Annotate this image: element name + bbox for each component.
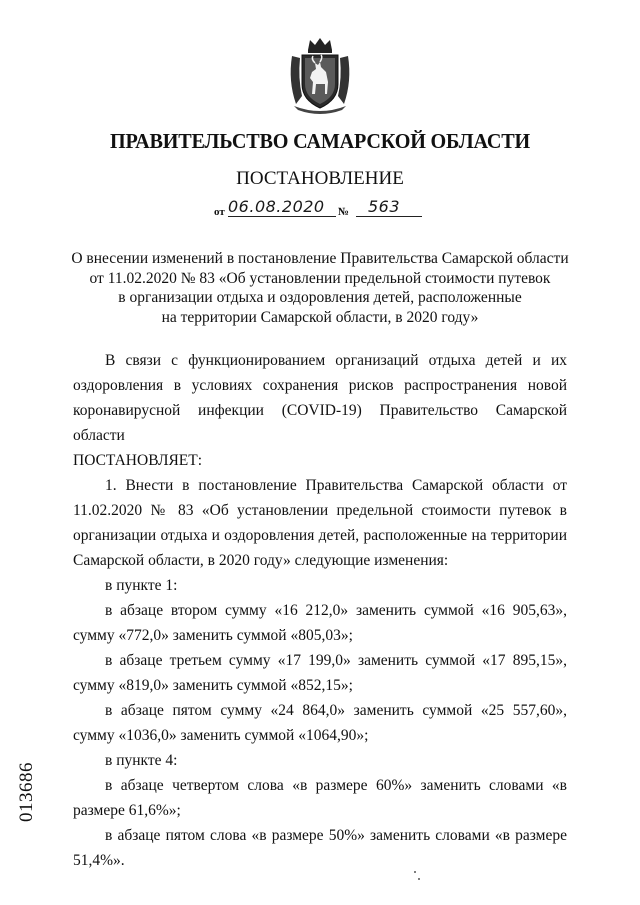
document-number: 563 (368, 197, 401, 216)
scan-speck (418, 878, 420, 880)
preamble-paragraph: В связи с функционированием организаций отдыха детей и их оздоровления в условиях сохранения рисков распространения новой коронавирусной инфекции (COVID-19) Правительство Самарской области (73, 352, 567, 444)
document-number-line (214, 196, 444, 222)
margin-serial-number: 013686 (16, 762, 37, 822)
decree-word: ПОСТАНОВЛЯЕТ: (73, 452, 203, 469)
item-1-paragraph: 1. Внести в постановление Правительства Самарской области от 11.02.2020 № 83 «Об установлении предельной стоимости путевок в организации отдыха и оздоровления детей, расположенные на территории Самарской области, в 2020 году» следующие изменения: (73, 477, 567, 569)
document-type: ПОСТАНОВЛЕНИЕ (236, 168, 404, 189)
subject-line: в организации отдыха и оздоровления детей, расположенные (118, 289, 522, 306)
amendment-paragraph: в абзаце втором сумму «16 212,0» заменить суммой «16 905,63», сумму «772,0» заменить суммой «805,03»; (73, 602, 567, 644)
point-4-heading: в пункте 4: (105, 752, 178, 769)
number-prefix: № (338, 206, 350, 218)
amendment-paragraph: в абзаце пятом сумму «24 864,0» заменить суммой «25 557,60», сумму «1036,0» заменить суммой «1064,90»; (73, 702, 567, 744)
subject-line: на территории Самарской области, в 2020 году» (161, 308, 479, 326)
document-subject (60, 249, 580, 327)
amendment-paragraph: в абзаце третьем сумму «17 199,0» заменить суммой «17 895,15», сумму «819,0» заменить суммой «852,15»; (73, 652, 567, 694)
point-1-heading: в пункте 1: (105, 577, 178, 594)
scan-speck (414, 871, 416, 873)
government-title: ПРАВИТЕЛЬСТВО САМАРСКОЙ ОБЛАСТИ (110, 129, 530, 153)
amendment-paragraph: в абзаце пятом слова «в размере 50%» заменить словами «в размере 51,4%». (73, 827, 567, 869)
subject-line: О внесении изменений в постановление Правительства Самарской области (71, 250, 569, 267)
document-body (73, 348, 567, 873)
subject-line: от 11.02.2020 № 83 «Об установлении предельной стоимости путевок (89, 269, 551, 287)
amendment-paragraph: в абзаце четвертом слова «в размере 60%» заменить словами «в размере 61,6%»; (73, 777, 567, 819)
samara-coat-of-arms-icon (286, 36, 354, 114)
date-prefix: от (214, 206, 225, 218)
document-date: 06.08.2020 (228, 197, 325, 216)
